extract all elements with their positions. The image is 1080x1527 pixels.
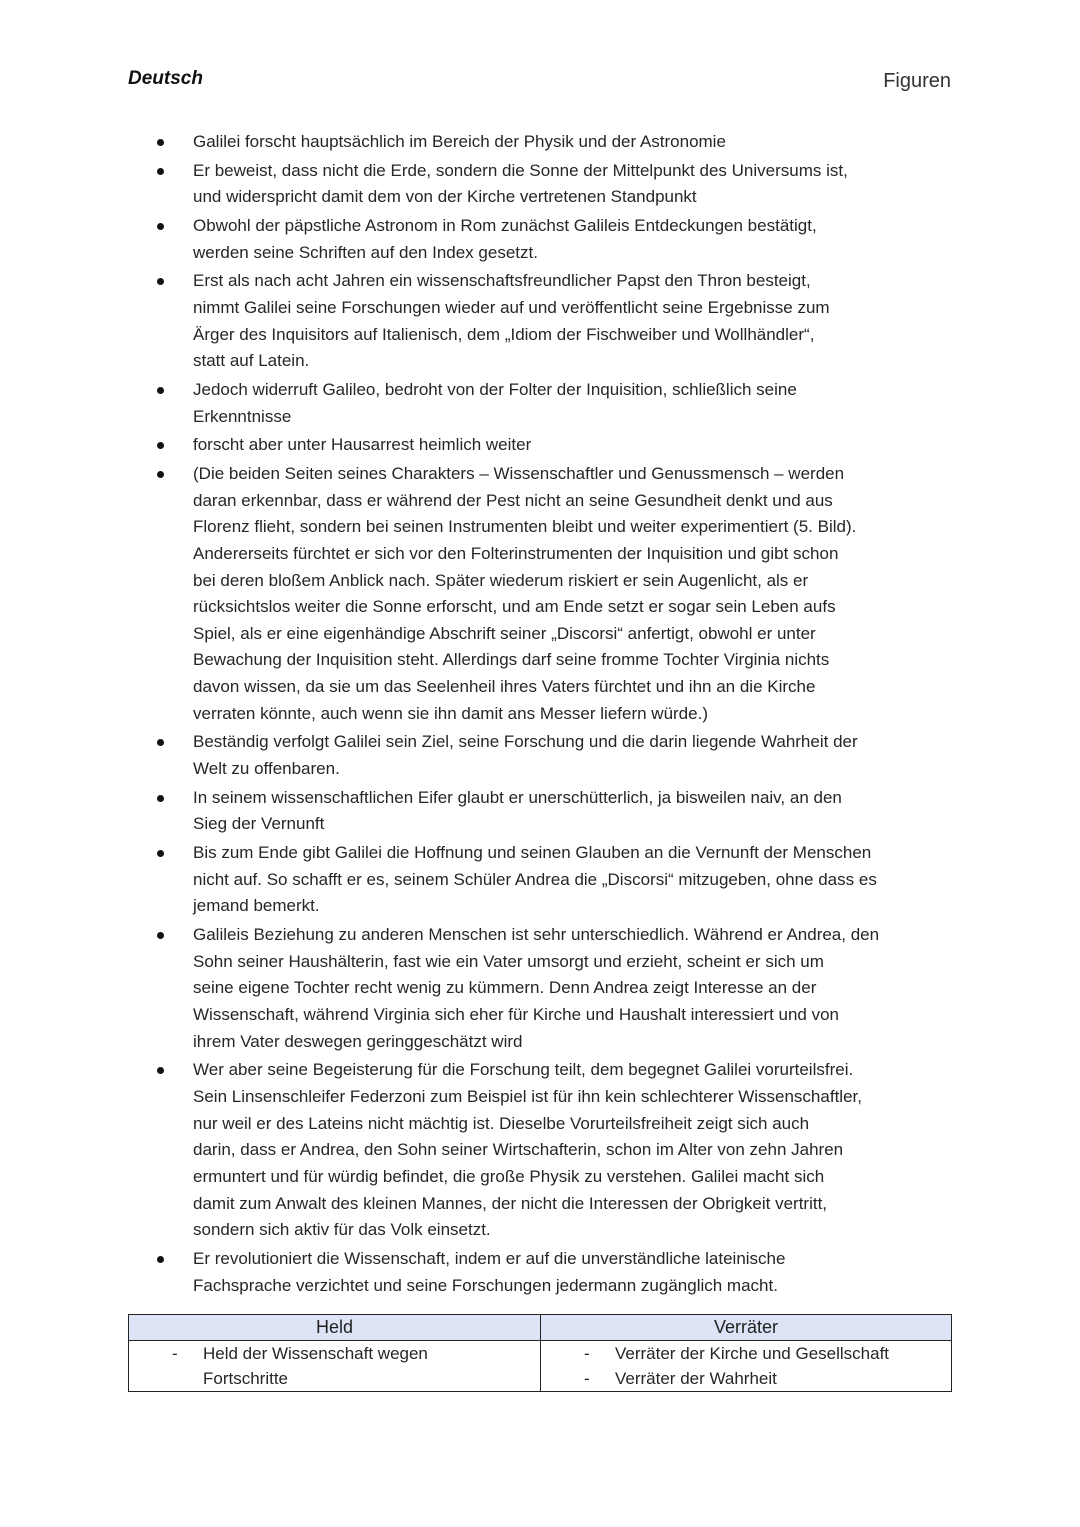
bullet-dot-icon	[157, 795, 164, 802]
bullet-line: Er beweist, dass nicht die Erde, sondern die Sonne der Mittelpunkt des Universums ist,	[193, 160, 848, 180]
bullet-line: Galileis Beziehung zu anderen Menschen ist sehr unterschiedlich. Während er Andrea, den	[193, 925, 880, 945]
verraeter-item	[541, 1341, 951, 1366]
bullet-line: Sohn seiner Haushälterin, fast wie ein Vater umsorgt und erzieht, scheint er sich um	[193, 951, 824, 971]
bullet-line: seine eigene Tochter recht wenig zu kümmern. Denn Andrea zeigt Interesse an der	[193, 978, 817, 998]
bullet-line: forscht aber unter Hausarrest heimlich weiter	[193, 435, 532, 455]
bullet-line: sondern sich aktiv für das Volk einsetzt.	[193, 1220, 491, 1240]
bullet-line: Obwohl der päpstliche Astronom in Rom zunächst Galileis Entdeckungen bestätigt,	[193, 215, 817, 235]
verraeter-item-line: Verräter der Kirche und Gesellschaft	[615, 1344, 890, 1363]
bullet-item	[0, 213, 1080, 266]
bullet-item	[0, 729, 1080, 782]
table-header-row	[129, 1315, 952, 1341]
bullet-item	[0, 268, 1080, 375]
bullet-line: Spiel, als er eine eigenhändige Abschrift seiner „Discorsi“ anfertigt, obwohl er unter	[193, 623, 816, 643]
bullet-dot-icon	[157, 387, 164, 394]
bullet-line: nur weil er des Lateins nicht mächtig ist. Dieselbe Vorurteilsfreiheit zeigt sich auch	[193, 1113, 810, 1133]
bullet-dot-icon	[157, 168, 164, 175]
bullet-dot-icon	[157, 932, 164, 939]
bullet-line: Beständig verfolgt Galilei sein Ziel, seine Forschung und die darin liegende Wahrheit der	[193, 732, 858, 752]
bullet-item	[0, 461, 1080, 728]
bullet-line: daran erkennbar, dass er während der Pest nicht an seine Gesundheit denkt und aus	[193, 490, 833, 510]
bullet-line: Ärger des Inquisitors auf Italienisch, dem „Idiom der Fischweiber und Wollhändler“,	[193, 324, 815, 344]
bullet-line: rücksichtslos weiter die Sonne erforscht, und am Ende setzt er sogar sein Leben aufs	[193, 597, 836, 617]
bullet-line: Welt zu offenbaren.	[193, 759, 340, 779]
verraeter-item-line: Verräter der Wahrheit	[615, 1369, 777, 1388]
bullet-line: statt auf Latein.	[193, 351, 310, 371]
dash-marker: -	[584, 1344, 590, 1363]
bullet-dot-icon	[157, 471, 164, 478]
bullet-line: Jedoch widerruft Galileo, bedroht von der Folter der Inquisition, schließlich seine	[193, 379, 797, 399]
bullet-line: ihrem Vater deswegen geringgeschätzt wird	[193, 1031, 523, 1051]
bullet-line: und widerspricht damit dem von der Kirche vertretenen Standpunkt	[193, 187, 697, 207]
held-cell	[129, 1341, 541, 1392]
subject-title: Deutsch	[128, 68, 203, 89]
bullet-line: ermuntert und für würdig befindet, die große Physik zu verstehen. Galilei macht sich	[193, 1166, 825, 1186]
bullet-line: davon wissen, da sie um das Seelenheil ihres Vaters fürchtet und ihn an die Kirche	[193, 677, 816, 697]
bullet-line: nicht auf. So schafft er es, seinem Schüler Andrea die „Discorsi“ mitzugeben, ohne dass es	[193, 869, 877, 889]
bullet-line: werden seine Schriften auf den Index gesetzt.	[193, 242, 538, 262]
table-row	[129, 1341, 952, 1392]
bullet-item	[0, 1057, 1080, 1244]
bullet-line: In seinem wissenschaftlichen Eifer glaubt er unerschütterlich, ja bisweilen naiv, an den	[193, 787, 842, 807]
bullet-item	[0, 922, 1080, 1055]
bullet-line: Galilei forscht hauptsächlich im Bereich der Physik und der Astronomie	[193, 132, 726, 151]
bullet-line: Andererseits fürchtet er sich vor den Folterinstrumenten der Inquisition und gibt schon	[193, 543, 839, 563]
bullet-line: Er revolutioniert die Wissenschaft, indem er auf die unverständliche lateinische	[193, 1248, 786, 1268]
bullet-line: Erst als nach acht Jahren ein wissenschaftsfreundlicher Papst den Thron besteigt,	[193, 271, 811, 291]
held-item-line: Held der Wissenschaft wegen	[203, 1344, 428, 1363]
verraeter-cell	[541, 1341, 952, 1392]
bullet-item	[0, 840, 1080, 920]
held-item	[129, 1341, 540, 1391]
bullet-dot-icon	[157, 739, 164, 746]
column-header-held: Held	[129, 1315, 541, 1341]
topic-title: Figuren	[883, 70, 951, 92]
bullet-dot-icon	[157, 1067, 164, 1074]
bullet-line: bei deren bloßem Anblick nach. Später wiederum riskiert er sein Augenlicht, als er	[193, 570, 809, 590]
bullet-item	[0, 158, 1080, 211]
verraeter-item	[541, 1366, 951, 1391]
bullet-line: darin, dass er Andrea, den Sohn seiner Wirtschafterin, schon im Alter von zehn Jahren	[193, 1140, 844, 1160]
bullet-dot-icon	[157, 442, 164, 449]
bullet-item	[0, 129, 1080, 156]
bullet-dot-icon	[157, 223, 164, 230]
bullet-line: Wer aber seine Begeisterung für die Forschung teilt, dem begegnet Galilei vorurteilsfrei.	[193, 1060, 854, 1080]
bullet-line: Bewachung der Inquisition steht. Allerdings darf seine fromme Tochter Virginia nichts	[193, 650, 830, 670]
bullet-line: damit zum Anwalt des kleinen Mannes, der nicht die Interessen der Obrigkeit vertritt,	[193, 1193, 828, 1213]
bullet-line: Wissenschaft, während Virginia sich eher für Kirche und Haushalt interessiert und von	[193, 1005, 840, 1024]
bullet-line: verraten könnte, auch wenn sie ihn damit ans Messer liefern würde.)	[193, 703, 708, 723]
bullet-line: nimmt Galilei seine Forschungen wieder auf und veröffentlicht seine Ergebnisse zum	[193, 297, 830, 317]
bullet-line: (Die beiden Seiten seines Charakters – Wissenschaftler und Genussmensch – werden	[193, 463, 845, 483]
bullet-line: Erkenntnisse	[193, 406, 292, 426]
bullet-item	[0, 432, 1080, 459]
bullet-line: Bis zum Ende gibt Galilei die Hoffnung und seinen Glauben an die Vernunft der Menschen	[193, 843, 872, 863]
bullet-dot-icon	[157, 850, 164, 857]
bullet-item	[0, 1246, 1080, 1299]
bullet-list	[0, 129, 1080, 1299]
bullet-line: Sieg der Vernunft	[193, 814, 325, 834]
bullet-line: Florenz flieht, sondern bei seinen Instrumenten bleibt und weiter experimentiert (5. Bild).	[193, 517, 857, 537]
bullet-dot-icon	[157, 278, 164, 285]
bullet-line: Sein Linsenschleifer Federzoni zum Beispiel ist für ihn kein schlechterer Wissenschaftler,	[193, 1086, 862, 1106]
bullet-item	[0, 785, 1080, 838]
hero-traitor-table	[128, 1314, 952, 1392]
bullet-dot-icon	[157, 1256, 164, 1263]
column-header-verraeter: Verräter	[541, 1315, 952, 1341]
bullet-line: Fachsprache verzichtet und seine Forschungen jedermann zugänglich macht.	[193, 1275, 778, 1295]
held-item-line: Fortschritte	[203, 1369, 289, 1388]
bullet-line: jemand bemerkt.	[193, 896, 320, 916]
bullet-item	[0, 377, 1080, 430]
dash-marker: -	[172, 1344, 178, 1363]
dash-marker: -	[584, 1369, 590, 1388]
bullet-dot-icon	[157, 139, 164, 146]
